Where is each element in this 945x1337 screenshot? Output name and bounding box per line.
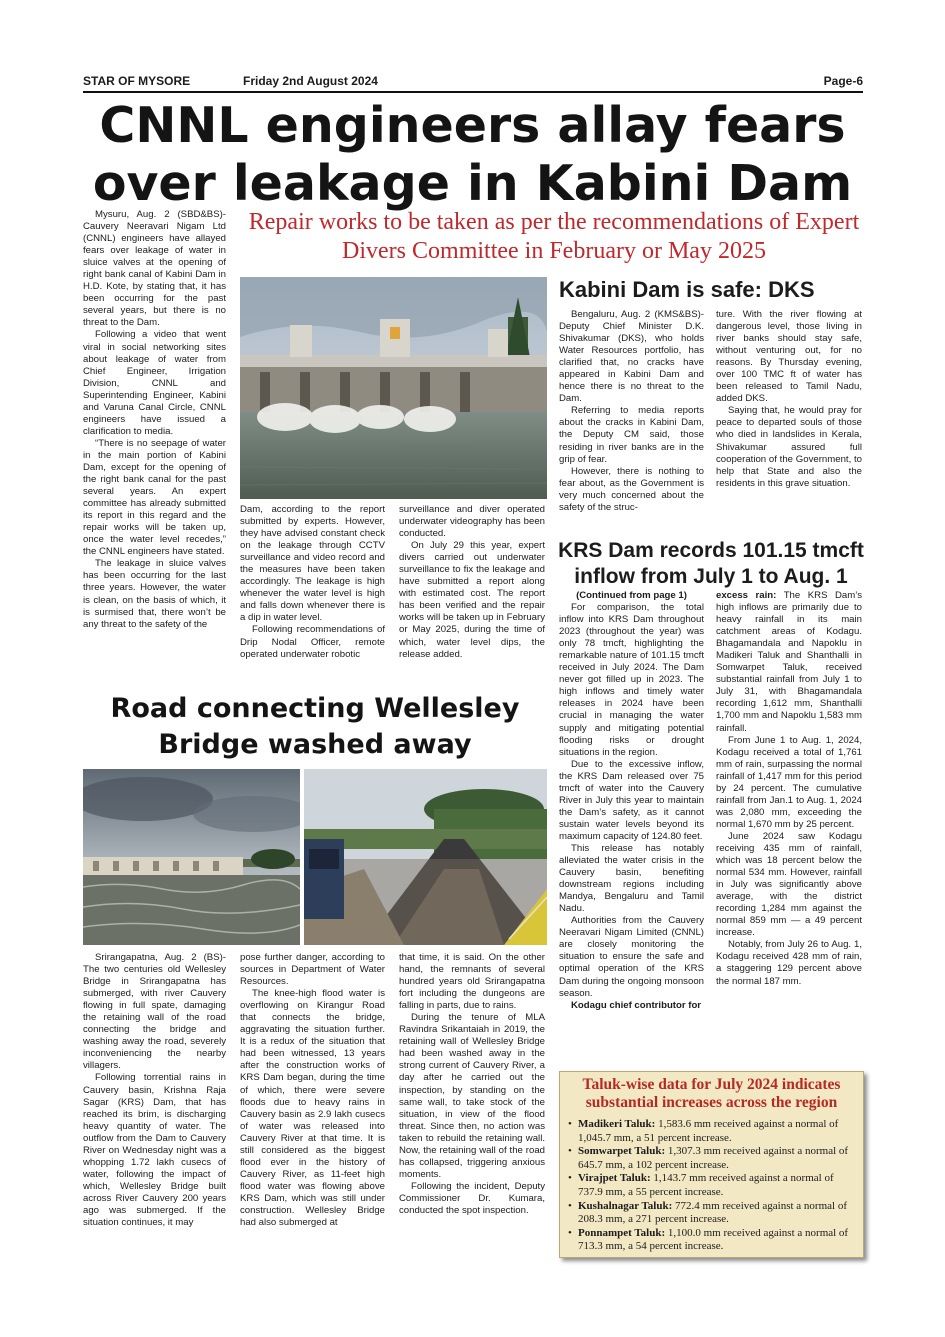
paragraph: Following recommendations of Drip Nodal Officer, remote operated underwater robotic <box>240 624 385 660</box>
paragraph: Notably, from July 26 to Aug. 1, Kodagu received 428 mm of rain, a staggering 129 percent above the normal 187 mm. <box>716 939 862 987</box>
paragraph: Mysuru, Aug. 2 (SBD&BS)- Cauvery Neeravari Nigam Ltd (CNNL) engineers have allayed fears over leakage of water in sluice valves at the opening of right bank canal of Kabini Dam in H.D. Kote, by stating that, it has been occurring for the past several years, but there is no threat to the Dam. <box>83 209 226 329</box>
paragraph: The knee-high flood water is overflowing on Kirangur Road that connects the bridge, aggravating the situation further. It is a redux of the situation that had been witnessed, 13 years after the construction works of KRS Dam began, during the time of which, there were severe floods due to heavy rains in Cauvery basin as 2.9 lakh cusecs of water was released into Cauvery River at that time. It is still considered as the biggest flood ever in the history of Cauvery River, as 11-feet high flood water was flowing above KRS Dam, which was still under construction. Wellesley Bridge had also submerged at <box>240 988 385 1229</box>
krs-inline-subhead: Kodagu chief contributor for <box>571 999 702 1011</box>
paragraph: June 2024 saw Kodagu receiving 435 mm of rainfall, which was 18 percent below the normal 534 mm. However, rainfall in July was significantly above average, with the district recording 1,284 mm against the normal 859 mm — a 49 percent increase. <box>716 830 862 939</box>
masthead-rule <box>83 91 863 93</box>
paragraph: Dam, according to the report submitted by experts. However, they have advised constant check on the leakage through CCTV surveillance and video record and the measures have been taken accordingly. The leakage is high whenever the water level is high and falls down whenever there is a dip in water level. <box>240 504 385 624</box>
page-number: Page-6 <box>823 74 863 88</box>
paragraph: For comparison, the total inflow into KRS Dam throughout 2023 (throughout the year) was only 78 tmcft, highlighting the remarkable nature of 101.15 tmcft received in July 2024. The Dam never got filled up in 2023. The high inflows and timely water releases in 2024 have been crucial in managing the water supply and mitigating potential flooding risks or drought situations in the region. <box>559 602 704 758</box>
taluk-name: Virajpet Taluk: <box>578 1172 651 1185</box>
paragraph: Following the incident, Deputy Commissioner Dr. Kumara, conducted the spot inspection. <box>399 1180 545 1216</box>
paragraph: On July 29 this year, expert divers carried out underwater surveillance to fix the leakage and have submitted a report along with estimated cost. The report has been verified and the repair works will be taken up in February or May 2025, during the time of which, water level dips, the release added. <box>399 540 545 660</box>
dks-story-col1 <box>559 309 704 514</box>
paragraph: that time, it is said. On the other hand, the remnants of several hundred years old Srirangapatna fort including the dungeons are falling in parts, due to rains. <box>399 952 545 1012</box>
kabini-dam-photo <box>240 277 547 499</box>
list-item: • Virajpet Taluk: 1,143.7 mm received against a normal of 737.9 mm, a 55 percent increase. <box>568 1172 834 1198</box>
main-story-col1 <box>83 209 226 631</box>
dks-headline: Kabini Dam is safe: DKS <box>559 277 815 302</box>
paragraph: surveillance and diver operated underwater videography has been conducted. <box>399 504 545 540</box>
road-story-col2 <box>240 952 385 1229</box>
main-subhead: Repair works to be taken as per the recommendations of Expert Divers Committee in February or May 2025 <box>248 209 860 264</box>
list-item: • Kushalnagar Taluk: 772.4 mm received against a normal of 208.3 mm, a 271 percent increase. <box>568 1199 847 1226</box>
wellesley-bridge-photo <box>83 769 300 945</box>
paragraph: Following torrential rains in Cauvery basin, Krishna Raja Sagar (KRS) Dam, that has reached its brim, is discharging heavy quantity of water. The outflow from the Dam to Cauvery River on Wednesday night was a whopping 1.72 lakh cusecs of water, following the impact of which, Wellesley Bridge built across River Cauvery 200 years ago was submerged. If the situation continues, it may <box>83 1072 226 1229</box>
taluk-detail: 772.4 mm received against a normal of 208.3 mm, a 271 percent increase. <box>578 1199 847 1226</box>
paragraph: Referring to media reports about the cracks in Kabini Dam, the Deputy CM said, those residing in river banks are in the grip of fear. <box>559 405 704 465</box>
continued-note: (Continued from page 1) <box>576 590 687 601</box>
paragraph: “There is no seepage of water in the main portion of Kabini Dam, except for the opening of the right bank canal for the past several years. An expert committee has already submitted its report in this regard and the repair works will be taken up, once the water level recedes,” the CNNL engineers have stated. <box>83 437 226 558</box>
taluk-name: Ponnampet Taluk: <box>578 1226 666 1239</box>
paragraph: Bengaluru, Aug. 2 (KMS&BS)- Deputy Chief Minister D.K. Shivakumar (DKS), who holds Water Resources portfolio, has clarified that, no cracks have appeared in Kabini Dam and hence there is no threat to the Dam. <box>559 309 704 405</box>
krs-story-col1 <box>559 590 704 1012</box>
taluk-data-box <box>559 1071 864 1258</box>
paragraph: During the tenure of MLA Ravindra Srikantaiah in 2019, the retaining wall of Wellesley Bridge had been washed away in the strong current of Cauvery River, a day after he carried out the inspection, by standing on the same wall, to take stock of the situation, in view of the flood threat. Since then, no action was taken to rebuild the retaining wall. Now, the retaining wall of the road has collapsed, triggering anxious moments. <box>399 1012 545 1180</box>
masthead <box>83 74 863 90</box>
taluk-name: Kushalnagar Taluk: <box>578 1199 673 1212</box>
paragraph: However, there is nothing to fear about, as the Government is very much concerned about the safety of the struc- <box>559 465 704 513</box>
paragraph: Due to the excessive inflow, the KRS Dam released over 75 tmcft of water into the Cauvery River in July this year to maintain the Dam’s safety, as it cannot sustain water levels beyond its maximum capacity of 124.80 feet. <box>559 758 704 842</box>
road-headline-line1: Road connecting Wellesley <box>110 693 520 724</box>
paragraph: Authorities from the Cauvery Neeravari Nigam Limited (CNNL) are closely monitoring the situation to ensure the safe and optimal operation of the KRS Dam during the ongoing monsoon season. <box>559 915 704 999</box>
krs-inline-subhead-end: excess rain: <box>716 590 777 601</box>
main-headline-line2: over leakage in Kabini Dam <box>92 155 853 212</box>
paragraph: This release has notably alleviated the water crisis in the Cauvery basin, benefiting downstream regions including Mandya, Bengaluru and Tamil Nadu. <box>559 842 704 915</box>
taluk-name: Madikeri Taluk: <box>578 1118 656 1130</box>
taluk-box-title-line1: Taluk-wise data for July 2024 indicates <box>582 1076 841 1093</box>
paragraph: The KRS Dam’s high inflows are primarily due to heavy rainfall in its main catchment areas of Kodagu. Bhagamandala and Napoklu in Madikeri Taluk and Shanthalli in Somwarpet Taluk, received substantial rainfall from July 1 to July 31, with Bhagamandala recording 1,612 mm, Shanthalli 1,700 mm and Napoklu 1,583 mm rainfall. <box>716 590 862 734</box>
main-headline-line1: CNNL engineers allay fears <box>99 97 846 154</box>
taluk-name: Somwarpet Taluk: <box>578 1145 666 1158</box>
taluk-detail: 1,143.7 mm received against a normal of 737.9 mm, a 55 percent increase. <box>578 1172 834 1198</box>
main-story-col2 <box>240 504 385 661</box>
road-story-col1 <box>83 952 226 1229</box>
dks-story-col2 <box>716 309 862 490</box>
list-item: • Madikeri Taluk: 1,583.6 mm received against a normal of 1,045.7 mm, a 51 percent increase. <box>568 1118 839 1144</box>
krs-headline: KRS Dam records 101.15 tmcft inflow from July 1 to Aug. 1 <box>558 539 864 588</box>
road-story-col3 <box>399 952 545 1217</box>
paragraph: Srirangapatna, Aug. 2 (BS)- The two centuries old Wellesley Bridge in Srirangapatna has submerged, with river Cauvery flowing in full spate, damaging the retaining wall of the road connecting the bridge and washing away the road, severely inconveniencing the nearby villagers. <box>83 952 226 1072</box>
taluk-detail: 1,307.3 mm received against a normal of 645.7 mm, a 102 percent increase. <box>578 1145 849 1171</box>
paper-name: STAR OF MYSORE <box>83 74 191 88</box>
taluk-detail: 1,100.0 mm received against a normal of 713.3 mm, a 54 percent increase. <box>578 1226 849 1253</box>
paragraph: Following a video that went viral in social networking sites about leakage of water from Chief Engineer, Irrigation Division, CNNL and Superintending Engineer, Kabini and Varuna Canal Circle, CNNL engineers have issued a clarification to media. <box>83 329 226 437</box>
krs-story-col2 <box>716 590 862 988</box>
paragraph: ture. With the river flowing at dangerous level, those living in river banks should stay safe, without venturing out, for no reasons. By Thursday evening, over 100 TMC ft of water has been released to Tamil Nadu, added DKS. <box>716 309 862 405</box>
taluk-box-title-line2: substantial increases across the region <box>585 1094 838 1111</box>
main-story-col3 <box>399 504 545 661</box>
road-headline-line2: Bridge washed away <box>158 729 472 760</box>
paragraph: Saying that, he would pray for peace to departed souls of those who died in landslides in Kerala, Shivakumar assured full cooperation of the Government, to help that State and also the residents in this grave situation. <box>716 405 862 489</box>
paragraph: From June 1 to Aug. 1, 2024, Kodagu received a total of 1,761 mm of rain, surpassing the normal rainfall of 1,417 mm for this period by 24 percent. The cumulative rainfall from Jan.1 to Aug. 1, 2024 was 2,080 mm, exceeding the normal 1,670 mm by 25 percent. <box>716 734 862 830</box>
taluk-list <box>560 1118 863 1254</box>
list-item: • Ponnampet Taluk: 1,100.0 mm received against a normal of 713.3 mm, a 54 percent increase. <box>568 1226 849 1253</box>
paragraph: The leakage in sluice valves has been occurring for the last three years. However, the water is clean, on the basis of which, it is surmised that, there won’t be any threat to the safety of the <box>83 558 226 630</box>
washed-road-photo <box>304 769 547 945</box>
issue-date: Friday 2nd August 2024 <box>243 74 378 88</box>
list-item: • Somwarpet Taluk: 1,307.3 mm received against a normal of 645.7 mm, a 102 percent increase. <box>568 1145 849 1171</box>
taluk-detail: 1,583.6 mm received against a normal of 1,045.7 mm, a 51 percent increase. <box>578 1118 839 1144</box>
paragraph: pose further danger, according to sources in Department of Water Resources. <box>240 952 385 988</box>
